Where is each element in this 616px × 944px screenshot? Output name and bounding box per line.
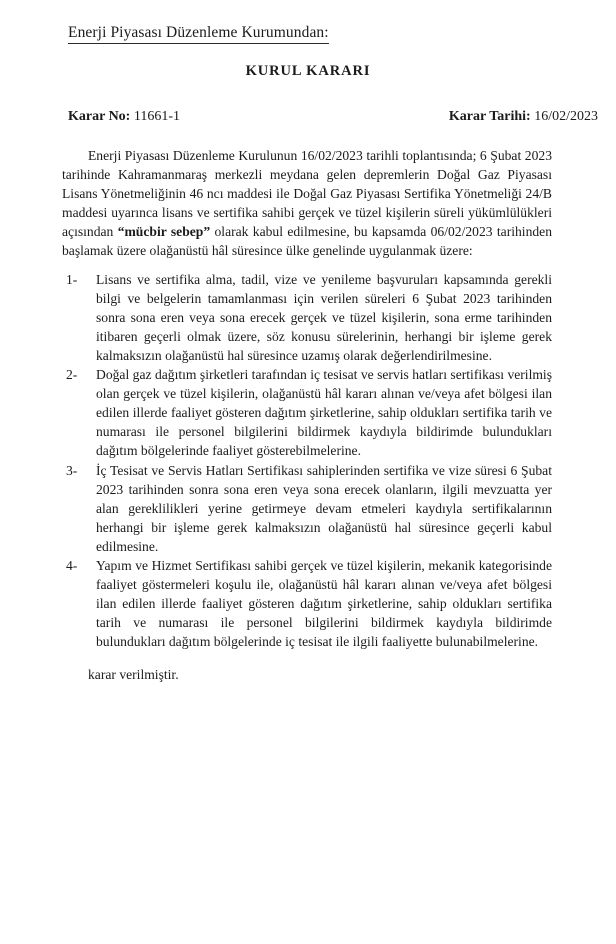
decision-number-label: Karar No:	[68, 109, 131, 124]
document-body	[62, 146, 552, 685]
list-item-marker: 2-	[66, 367, 78, 383]
list-item-marker: 1-	[66, 271, 78, 287]
decision-items-list	[62, 270, 552, 652]
list-item-text: İç Tesisat ve Servis Hatları Sertifikası sahiplerinden sertifika ve vize süresi 6 Şubat 2023 tarihinden sonra sona eren veya sona erecek olanların, ilgili mevzuatta yer alan gereklilikleri yerine getirmeye devam etmeleri kaydıyla sertifikalarının herhangi bir işleme gerek kalmaksızın olağanüstü hal süresince geçerli kabul edilmesine.	[96, 462, 552, 554]
decision-number	[68, 109, 180, 125]
list-item	[62, 556, 552, 651]
list-item-text: Lisans ve sertifika alma, tadil, vize ve yenileme başvuruları kapsamında gerekli bilgi ve belgelerin tamamlanması için verilen süreleri 6 Şubat 2023 tarihinden sonra sona eren veya sona erecek gerçek ve tüzel kişilerin, sona erme tarihinden itibaren geçerli olmak üzere, söz konusu sürelerinin, herhangi bir işleme gerek kalmaksızın olağanüstü hal süresince uzamış olarak değerlendirilmesine.	[96, 271, 552, 363]
list-item-marker: 3-	[66, 462, 78, 478]
decision-number-value: 11661-1	[133, 109, 180, 124]
lead-paragraph	[62, 146, 552, 261]
decision-date-value: 16/02/2023	[534, 109, 598, 124]
decision-date-label: Karar Tarihi:	[448, 109, 531, 124]
issuing-authority	[68, 24, 329, 44]
document-title: KURUL KARARI	[245, 63, 371, 79]
issuing-authority-text: Enerji Piyasası Düzenleme Kurumundan:	[68, 24, 329, 44]
force-majeure-emphasis: “mücbir sebep”	[117, 224, 211, 240]
lead-paragraph-part2: olarak kabul edilmesine, bu kapsamda 06/02/2023 tarihinden başlamak üzere olağanüstü hâl süresince ülke genelinde uygulanmak üzere:	[62, 224, 553, 259]
list-item-text: Doğal gaz dağıtım şirketleri tarafından iç tesisat ve servis hatları sertifikası verilmiş olan gerçek ve tüzel kişilerin, olağanüstü hâl kararı alınan ve/veya afet bölgesi ilan edilen illerde faaliyet gösteren dağıtım şirketlerine, sahip oldukları sertifika tarih ve numarası ile personel bilgilerini bildirmek kaydıyla bildirimde bulundukları dağıtım bölgelerinde faaliyet gösterebilmelerine.	[96, 367, 552, 459]
list-item	[62, 461, 552, 556]
decision-meta-row	[68, 109, 598, 127]
list-item	[62, 365, 552, 460]
closing-statement: karar verilmiştir.	[88, 667, 179, 683]
list-item-marker: 4-	[66, 557, 78, 573]
list-item-text: Yapım ve Hizmet Sertifikası sahibi gerçek ve tüzel kişilerin, mekanik kategorisinde faaliyet göstermeleri koşulu ile, olağanüstü hâl kararı alınan ve/veya afet bölgesi ilan edilen illerde faaliyet gösteren dağıtım şirketlerine, sahip oldukları sertifika tarih ve numarası ile personel bilgilerini bildirmek kaydıyla bildirimde bulundukları dağıtım bölgelerinde iç tesisat ile ilgili faaliyette bulunabilmelerine.	[96, 557, 552, 650]
decision-date	[449, 109, 598, 125]
lead-paragraph-part1: Enerji Piyasası Düzenleme Kurulunun 16/02/2023 tarihli toplantısında; 6 Şubat 2023 tarihinde Kahramanmaraş merkezli meydana gelen depremlerin Doğal Gaz Piyasası Lisans Yönetmeliğinin 46 ncı maddesi ile Doğal Gaz Piyasası Sertifika Yönetmeliği 24/B maddesi uyarınca lisans ve sertifika sahibi gerçek ve tüzel kişilerin süreli yükümlülükleri açısından	[62, 148, 552, 240]
list-item	[62, 270, 552, 365]
